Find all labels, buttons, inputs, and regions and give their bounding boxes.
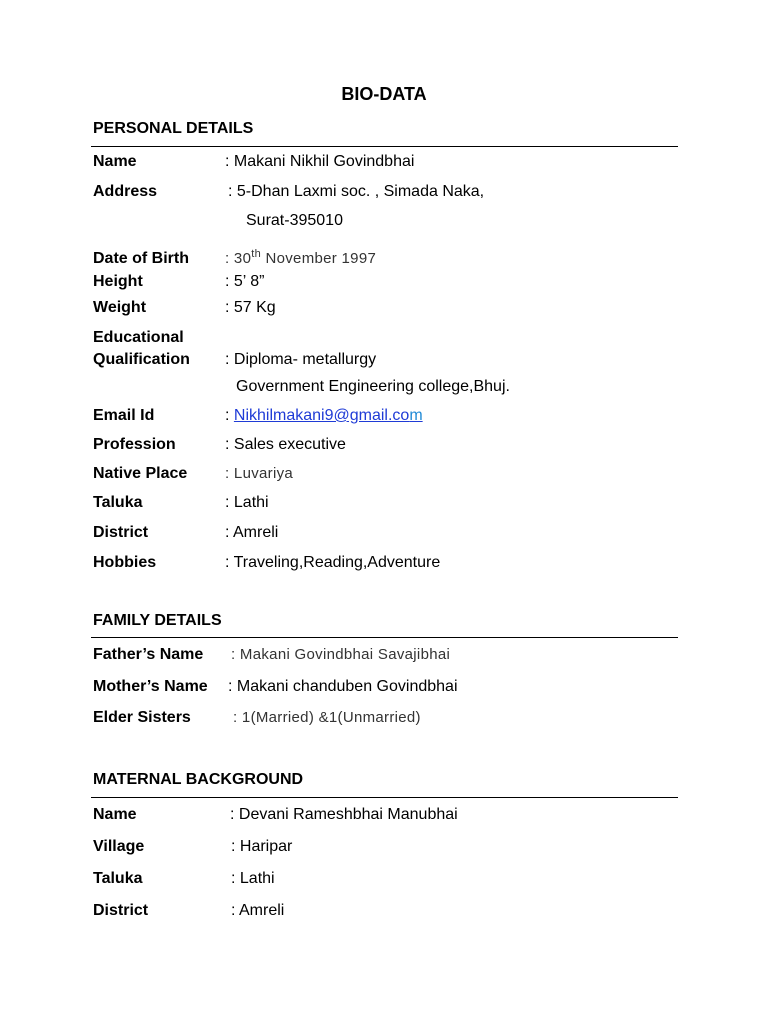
email-link[interactable] <box>234 407 423 424</box>
row-weight <box>93 299 693 321</box>
maternal-taluka-label: Taluka <box>93 870 143 887</box>
mother-label: Mother’s Name <box>93 678 208 695</box>
education-value: : Diploma- metallurgy <box>225 351 377 368</box>
district-label: District <box>93 524 149 541</box>
native-place-value: : Luvariya <box>225 465 294 482</box>
address-label: Address <box>93 183 158 200</box>
profession-label: Profession <box>93 436 176 453</box>
personal-divider <box>91 146 678 147</box>
row-maternal-taluka <box>93 870 693 892</box>
maternal-name-value: : Devani Rameshbhai Manubhai <box>230 806 458 823</box>
family-divider <box>91 637 678 638</box>
email-main: Nikhilmakani9@gmail.co <box>233 407 410 424</box>
family-details-heading: FAMILY DETAILS <box>93 612 222 629</box>
taluka-value: : Lathi <box>225 494 269 511</box>
row-taluka <box>93 494 693 516</box>
row-maternal-district <box>93 902 693 924</box>
address-value: : 5-Dhan Laxmi soc. , Simada Naka, <box>228 183 485 200</box>
row-father <box>93 646 693 668</box>
district-value: : Amreli <box>225 524 279 541</box>
row-mother <box>93 678 693 700</box>
email-label: Email Id <box>93 407 155 424</box>
village-label: Village <box>93 838 145 855</box>
weight-label: Weight <box>93 299 147 316</box>
dob-month-year: November 1997 <box>261 250 377 267</box>
father-label: Father’s Name <box>93 646 204 663</box>
row-village <box>93 838 693 860</box>
height-value: : 5’ 8” <box>225 273 265 290</box>
personal-details-heading: PERSONAL DETAILS <box>93 120 254 137</box>
education-label-line2: Qualification <box>93 351 190 368</box>
row-height <box>93 273 693 295</box>
dob-ordinal: th <box>251 248 262 260</box>
hobbies-label: Hobbies <box>93 554 157 571</box>
maternal-name-label: Name <box>93 806 137 823</box>
mother-value: : Makani chanduben Govindbhai <box>228 678 458 695</box>
sisters-value: : 1(Married) &1(Unmarried) <box>233 709 421 726</box>
native-place-label: Native Place <box>93 465 188 482</box>
row-profession <box>93 436 693 458</box>
row-native-place <box>93 465 693 487</box>
maternal-district-label: District <box>93 902 149 919</box>
maternal-background-heading: MATERNAL BACKGROUND <box>93 771 304 788</box>
email-colon: : <box>225 407 234 424</box>
education-label-line1: Educational <box>93 329 184 346</box>
address-line2: Surat-395010 <box>246 212 343 229</box>
height-label: Height <box>93 273 143 290</box>
sisters-label: Elder Sisters <box>93 709 191 726</box>
dob-label: Date of Birth <box>93 250 189 267</box>
maternal-district-value: : Amreli <box>231 902 285 919</box>
education-line2: Government Engineering college,Bhuj. <box>236 378 510 395</box>
hobbies-value: : Traveling,Reading,Adventure <box>225 554 441 571</box>
taluka-label: Taluka <box>93 494 143 511</box>
row-sisters <box>93 709 693 731</box>
email-value <box>225 407 423 425</box>
maternal-divider <box>91 797 678 798</box>
dob-value <box>225 250 376 267</box>
name-value: : Makani Nikhil Govindbhai <box>225 153 415 170</box>
row-dob <box>93 250 693 272</box>
row-hobbies <box>93 554 693 576</box>
father-value: : Makani Govindbhai Savajibhai <box>231 646 451 663</box>
row-address <box>93 183 693 205</box>
row-education <box>93 351 693 373</box>
dob-day: : 30 <box>225 250 252 267</box>
row-email <box>93 407 693 429</box>
name-label: Name <box>93 153 137 170</box>
village-value: : Haripar <box>231 838 293 855</box>
email-tail: m <box>409 407 423 424</box>
row-district <box>93 524 693 546</box>
row-maternal-name <box>93 806 693 828</box>
weight-value: : 57 Kg <box>225 299 276 316</box>
profession-value: : Sales executive <box>225 436 346 453</box>
maternal-taluka-value: : Lathi <box>231 870 275 887</box>
row-education-label1 <box>93 329 693 351</box>
page-title: BIO-DATA <box>341 84 427 104</box>
row-name <box>93 153 693 175</box>
